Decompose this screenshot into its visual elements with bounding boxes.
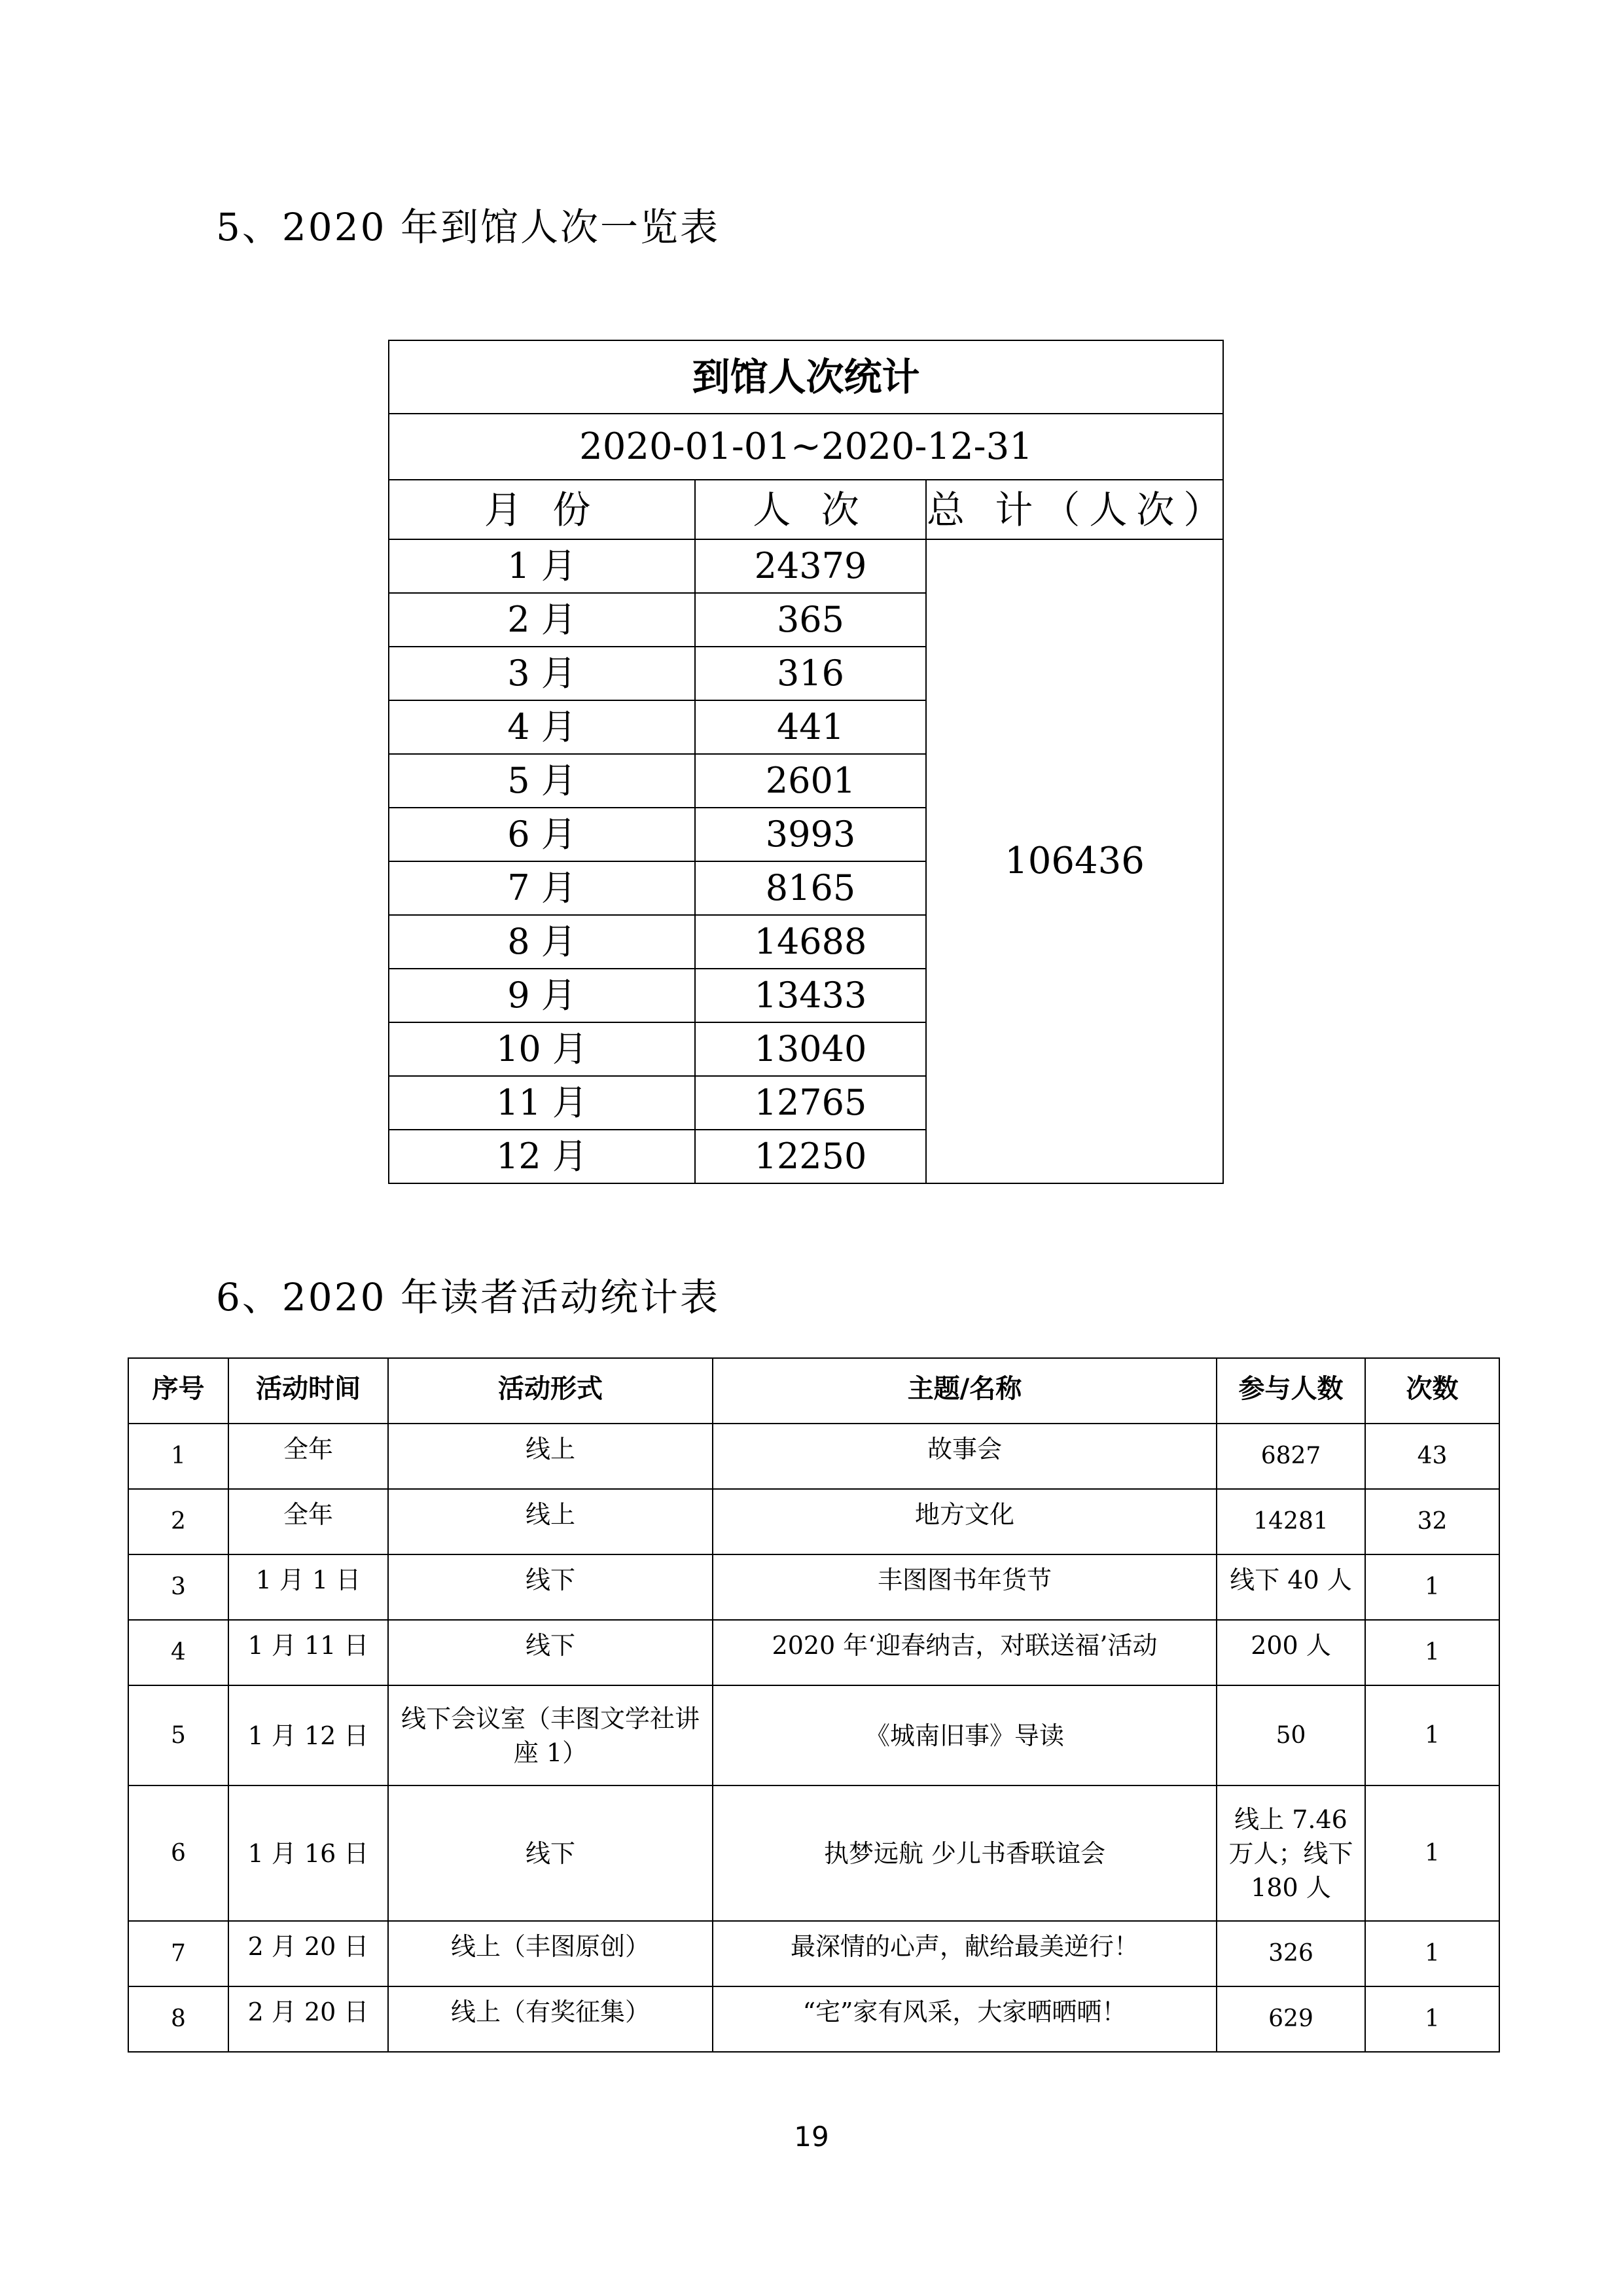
visits-cell: 13433 [695,969,926,1022]
activity-row [128,1424,1499,1489]
form-cell: 线上（丰图原创） [388,1921,713,1986]
theme-cell: 2020 年‘迎春纳吉，对联送福’活动 [713,1620,1217,1685]
no-cell: 8 [128,1986,228,2052]
theme-cell: 丰图图书年货节 [713,1554,1217,1620]
participants-cell: 14281 [1217,1489,1365,1554]
header-visits: 人 次 [695,480,926,539]
participants-cell: 线上 7.46 万人；线下 180 人 [1217,1785,1365,1921]
month-cell: 1 月 [389,539,695,593]
participants-cell: 6827 [1217,1424,1365,1489]
header-count: 次数 [1365,1358,1499,1424]
visits-cell: 14688 [695,915,926,969]
header-month: 月 份 [389,480,695,539]
count-cell: 32 [1365,1489,1499,1554]
month-cell: 6 月 [389,808,695,861]
no-cell: 5 [128,1685,228,1785]
activity-row [128,1489,1499,1554]
section-6-heading: 6、2020 年读者活动统计表 [216,1275,720,1319]
theme-cell: “宅”家有风采，大家晒晒晒！ [713,1986,1217,2052]
visits-date-range: 2020-01-01~2020-12-31 [389,414,1223,480]
month-cell: 11 月 [389,1076,695,1130]
form-cell: 线下会议室（丰图文学社讲座 1） [388,1685,713,1785]
count-cell: 1 [1365,1785,1499,1921]
form-cell: 线上（有奖征集） [388,1986,713,2052]
month-cell: 10 月 [389,1022,695,1076]
activities-table [128,1357,1500,2053]
form-cell: 线下 [388,1785,713,1921]
time-cell: 全年 [228,1424,388,1489]
time-cell: 1 月 1 日 [228,1554,388,1620]
visits-cell: 12250 [695,1130,926,1183]
visits-cell: 8165 [695,861,926,915]
participants-cell: 629 [1217,1986,1365,2052]
count-cell: 1 [1365,1921,1499,1986]
month-cell: 7 月 [389,861,695,915]
count-cell: 1 [1365,1986,1499,2052]
time-cell: 2 月 20 日 [228,1921,388,1986]
activity-row [128,1554,1499,1620]
header-theme: 主题/名称 [713,1358,1217,1424]
visits-cell: 3993 [695,808,926,861]
header-time: 活动时间 [228,1358,388,1424]
form-cell: 线下 [388,1554,713,1620]
visits-cell: 24379 [695,539,926,593]
activity-row [128,1986,1499,2052]
month-cell: 8 月 [389,915,695,969]
participants-cell: 线下 40 人 [1217,1554,1365,1620]
count-cell: 1 [1365,1554,1499,1620]
month-cell: 9 月 [389,969,695,1022]
time-cell: 1 月 11 日 [228,1620,388,1685]
participants-cell: 326 [1217,1921,1365,1986]
month-cell: 4 月 [389,700,695,754]
time-cell: 1 月 16 日 [228,1785,388,1921]
count-cell: 1 [1365,1685,1499,1785]
visits-cell: 2601 [695,754,926,808]
header-total: 总 计（人次） [926,480,1223,539]
form-cell: 线上 [388,1424,713,1489]
no-cell: 3 [128,1554,228,1620]
count-cell: 43 [1365,1424,1499,1489]
visits-cell: 13040 [695,1022,926,1076]
form-cell: 线上 [388,1489,713,1554]
visits-table [388,340,1231,1184]
activity-row [128,1921,1499,1986]
activity-row [128,1785,1499,1921]
visits-cell: 316 [695,647,926,700]
theme-cell: 地方文化 [713,1489,1217,1554]
time-cell: 全年 [228,1489,388,1554]
theme-cell: 最深情的心声，献给最美逆行！ [713,1921,1217,1986]
no-cell: 2 [128,1489,228,1554]
page-number: 19 [794,2121,829,2153]
no-cell: 1 [128,1424,228,1489]
total-visits-cell: 106436 [926,539,1223,1183]
header-form: 活动形式 [388,1358,713,1424]
participants-cell: 200 人 [1217,1620,1365,1685]
visits-cell: 12765 [695,1076,926,1130]
no-cell: 4 [128,1620,228,1685]
no-cell: 7 [128,1921,228,1986]
no-cell: 6 [128,1785,228,1921]
month-cell: 2 月 [389,593,695,647]
count-cell: 1 [1365,1620,1499,1685]
theme-cell: 《城南旧事》导读 [713,1685,1217,1785]
time-cell: 2 月 20 日 [228,1986,388,2052]
activity-row [128,1685,1499,1785]
visits-cell: 441 [695,700,926,754]
time-cell: 1 月 12 日 [228,1685,388,1785]
month-cell: 5 月 [389,754,695,808]
section-5-heading: 5、2020 年到馆人次一览表 [216,205,720,249]
visits-cell: 365 [695,593,926,647]
visits-row [389,539,1223,593]
form-cell: 线下 [388,1620,713,1685]
header-participants: 参与人数 [1217,1358,1365,1424]
month-cell: 12 月 [389,1130,695,1183]
participants-cell: 50 [1217,1685,1365,1785]
visits-table-title: 到馆人次统计 [389,340,1223,414]
theme-cell: 执梦远航 少儿书香联谊会 [713,1785,1217,1921]
month-cell: 3 月 [389,647,695,700]
theme-cell: 故事会 [713,1424,1217,1489]
header-no: 序号 [128,1358,228,1424]
activity-row [128,1620,1499,1685]
